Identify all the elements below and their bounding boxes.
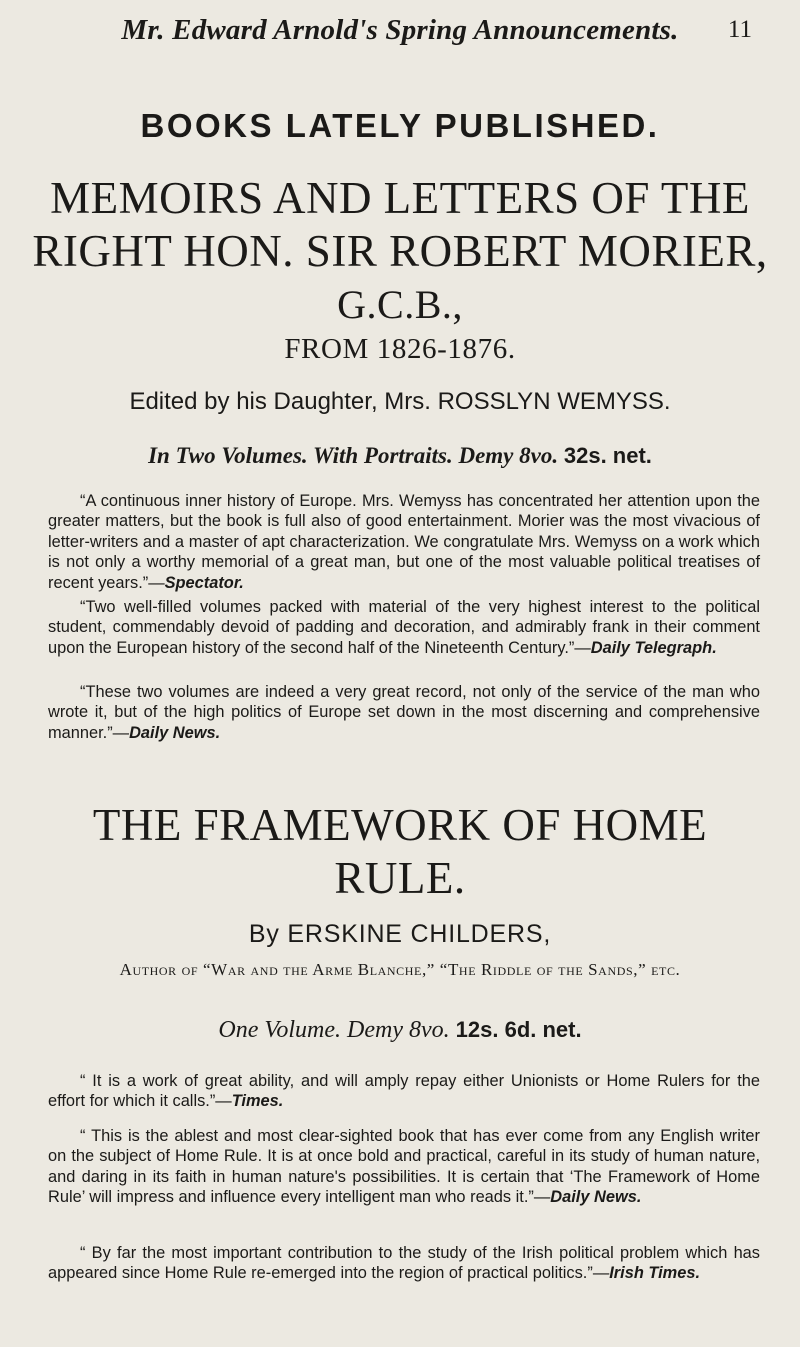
section-banner: BOOKS LATELY PUBLISHED. [140, 107, 660, 144]
book2-review-3 [48, 1243, 760, 1284]
review-source: Daily News. [129, 723, 221, 742]
book2-review-1 [48, 1071, 760, 1112]
running-head [0, 14, 800, 54]
book1-price: 32s. net. [563, 443, 652, 468]
review-text: “Two well-filled volumes packed with material of the very highest interest to the political student, commendably devoid of padding and decoration, and admirably frank in their comment upon the European history of the second half of the Nineteenth Century.”— [48, 598, 760, 657]
book1-editor: Edited by his Daughter, Mrs. ROSSLYN WEMYSS. [129, 388, 671, 415]
book2-format-line [30, 1017, 770, 1044]
review-source: Daily News. [550, 1188, 642, 1207]
book1-review-3 [48, 682, 760, 743]
book1-title-line3: G.C.B., [337, 282, 463, 327]
book2-author: By ERSKINE CHILDERS, [248, 920, 552, 948]
running-title: Mr. Edward Arnold's Spring Announcements. [121, 14, 679, 46]
book1-title-line2: RIGHT HON. SIR ROBERT MORIER, [32, 226, 768, 276]
page-number: 11 [727, 16, 752, 43]
book1-dates: FROM 1826-1876. [284, 333, 516, 365]
review-source: Times. [231, 1092, 284, 1111]
book2-format: One Volume. Demy 8vo. [218, 1017, 450, 1043]
book1-review-2 [48, 597, 760, 658]
book2-title-line2: RULE. [334, 853, 466, 903]
book2-price: 12s. 6d. net. [455, 1017, 582, 1042]
book1-review-1 [48, 491, 760, 593]
book2-author-note: Author of “War and the Arme Blanche,” “The Riddle of the Sands,” etc. [119, 960, 681, 979]
book2-review-2 [48, 1126, 760, 1208]
review-source: Irish Times. [609, 1264, 701, 1283]
review-source: Daily Telegraph. [590, 638, 717, 657]
review-text: “ By far the most important contribution to the study of the Irish political problem which has appeared since Home Rule re-emerged into the region of practical politics.”— [48, 1244, 760, 1283]
review-text: “ This is the ablest and most clear-sighted book that has ever come from any English writer on the subject of Home Rule. It is at once bold and practical, careful in its study of human nature, and daring in its faith in human nature's possibilities. It is certain that ‘The Framework of Home Rule’ will impress and influence every intelligent man who reads it.”— [48, 1127, 760, 1207]
review-source: Spectator. [164, 573, 244, 592]
book1-title-line1: MEMOIRS AND LETTERS OF THE [50, 173, 750, 223]
review-text: “These two volumes are indeed a very great record, not only of the service of the man who wrote it, but of the high politics of Europe set down in the most discerning and comprehensive manner.”— [48, 683, 760, 742]
review-text: “ It is a work of great ability, and will amply repay either Unionists or Home Rulers for the effort for which it calls.”— [48, 1072, 760, 1111]
book1-format-line [30, 443, 770, 469]
review-text: “A continuous inner history of Europe. Mrs. Wemyss has concentrated her attention upon the greater matters, but the book is full also of good entertainment. Morier was the most vivacious of letter-writers and a master of apt characterization. We congratulate Mrs. Wemyss on a work which is not only a worthy memorial of a great man, but one of the most valuable political treatises of recent years.”— [48, 492, 760, 592]
book1-format: In Two Volumes. With Portraits. Demy 8vo. [148, 443, 559, 468]
book2-title-line1: THE FRAMEWORK OF HOME [92, 800, 708, 850]
